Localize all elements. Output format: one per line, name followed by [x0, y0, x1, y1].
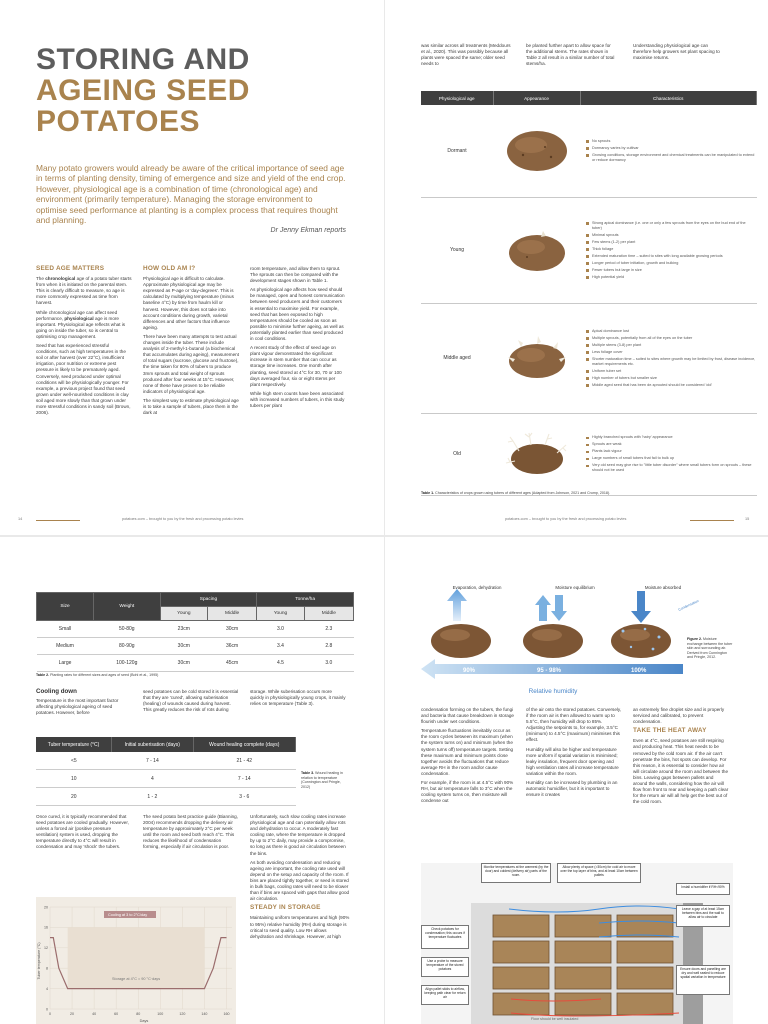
paragraph: Physiological age is difficult to calculate. Approximate physiological age may be expressed as P-age or 'day-degrees'. This is calculated by multiplying temperature (minus baseline 4°C) by time from haulm kill or harvest. However, this does not take into account conditions during growth, varietal differences and other factors that influence ageing. — [143, 276, 234, 330]
table-row — [421, 303, 757, 413]
paragraph: condensation forming on the tubers, the fungi and bacteria that cause breakdown in storage flourish under wet conditions. — [421, 707, 514, 725]
table-1-caption: Table 1. Characteristics of crops grown using tubers of different ages (Adapted from Johnson, 2021 and Crump, 2018). — [421, 491, 611, 495]
storage-bin — [617, 915, 673, 937]
age-label: Old — [421, 413, 493, 495]
table-row: <5 7 - 14 21 - 42 — [36, 752, 296, 770]
list-item: Sprouts are weak — [586, 442, 756, 447]
rh-title: Relative humidity — [528, 688, 578, 695]
paragraph: Seed that has experienced stressful conditions, such as high temperatures in the soil or after harvest (over 22°C), insufficient irrigation, poor nutrition or extreme pest pressure is likely to be prematurely aged. Conversely, seed produced under optimal conditions will be physiologically younger. For example, a previous project found that seed grown under well-nourished conditions in clay soil aged more slowly than that grown under more stressful conditions in sandy soil (Brown, 2006). — [36, 343, 131, 416]
label-condensation: Condensation — [677, 598, 700, 612]
age-label: Dormant — [421, 105, 493, 197]
label-evaporation: Evaporation, dehydration — [452, 585, 502, 590]
list-item: Multiple sprouts, potentially from all of the eyes on the tuber — [586, 336, 756, 341]
table-header: Initial suberisation (days) — [112, 737, 194, 752]
footer-text: potatoes.com – brought to you by the fresh and processing potato levies — [122, 517, 244, 521]
paragraph: Humidity will also be higher and temperature more uniform if spatial variation is minimised; leaky insulation, frequent door opening and high ventilation rates all increase temperature variation within the room. — [526, 746, 619, 776]
paragraph: While chronological age can affect seed performance, physiological age is more important. Physiological age reflects what is going on inside the tuber, so is central to optimising crop management. — [36, 309, 126, 339]
potato-middle — [523, 624, 583, 658]
annotation-cooling: Cooling at 3 to 2°C/day — [108, 913, 148, 917]
figure-2-moisture-exchange — [413, 581, 713, 711]
table-row: Small 50-80g 23cm 30cm 3.0 2.3 — [37, 621, 354, 638]
storage-bin — [555, 993, 611, 1015]
heading-seed-age: SEED AGE MATTERS — [36, 265, 105, 272]
x-tick-label: 160 — [223, 1012, 230, 1016]
list-item: Highly branched sprouts with 'hairy' appearance — [586, 435, 756, 440]
y-tick-label: 0 — [46, 1007, 48, 1012]
continued-col-2: be planted further apart to allow space for the additional stems. The rates shown in Table 2 all result in a similar number of total stems/ha. — [526, 43, 615, 67]
table-2-caption: Table 2. Planting rates for different sizes and ages of seed (Bohl et al., 1995) — [36, 673, 159, 677]
list-item: Fewer tubers but large in size — [586, 268, 756, 273]
page-17 — [385, 537, 768, 1024]
table-row: Medium 80-90g 30cm 36cm 3.4 2.8 — [37, 638, 354, 655]
list-item: Growing conditions, storage environment and chemical treatments can be manipulated to extend or reduce dormancy — [586, 153, 756, 163]
column-1 — [36, 689, 132, 719]
article-title — [36, 44, 336, 137]
table-header: Characteristics — [580, 91, 757, 105]
table-header: Wound healing complete (days) — [193, 737, 295, 752]
x-tick-label: 40 — [92, 1012, 97, 1016]
list-item: Apical dominance lost — [586, 329, 756, 334]
x-axis-label: Days — [139, 1019, 149, 1023]
list-item: Uniform tuber set — [586, 369, 756, 374]
x-tick-label: 140 — [201, 1012, 208, 1016]
list-item: High potential yield — [586, 275, 756, 280]
table-1-physiological-age — [421, 91, 757, 496]
cooling-chart — [36, 897, 236, 1024]
continued-col-3: Understanding physiological age can therefore help growers set plant spacing to maximise returns. — [633, 43, 720, 61]
callout-wall-gap: Leave a gap of at least 15cm between bins and the wall to allow air to circulate — [676, 905, 730, 927]
potato-left — [431, 624, 491, 658]
page-14 — [0, 0, 384, 535]
characteristics — [580, 303, 757, 413]
callout-humidifier: Install a humidifier if RH<90% — [676, 883, 730, 895]
x-tick-label: 100 — [157, 1012, 164, 1016]
x-tick-label: 120 — [179, 1012, 186, 1016]
table-row — [421, 105, 757, 197]
footer-text: potatoes.com – brought to you by the fresh and processing potato levies — [505, 517, 627, 521]
paragraph: Unfortunately, such slow cooling rates increase physiological age and can potentially allow rots and dehydration to occur. A moderately fast cooling rate, where the temperature is dropped by up to 2°C daily, may provide a compromise, so long as there is good air circulation between the bins. — [250, 814, 346, 856]
title-line-2: AGEING SEED — [36, 74, 250, 107]
paragraph: The simplest way to estimate physiological age is to take a sample of tubers, place them in the dark at — [143, 397, 239, 416]
table-subheader: Middle — [304, 607, 353, 621]
table-header: Size — [37, 593, 94, 621]
list-item: Shorter maturation time – suited to sites where growth may be limited by frost, disease incidence, market requirements etc. — [586, 357, 756, 367]
callout-air-space: Allow plenty of space (>30cm) for cold air to move over the top layer of bins, and at least 10cm between pallets — [557, 863, 641, 883]
paragraph: As physiological age affects how seed should be managed, open and honest communication between seed producers and their customers is essential to maximise yield. For example, seed that has been exposed to high temperatures should be cooled as soon as possible to minimise further ageing, as well as potentially planted earlier than seed produced in cool conditions. — [250, 287, 345, 342]
column-3 — [633, 707, 729, 808]
column-1-lower: Once cured, it is typically recommended that seed potatoes are cooled gradually. However, unless a forced air (positive pressure ventilation) system is used, dropping the temperature directly to 4°C will result in condensation and may 'shock' the tubers. — [36, 814, 129, 850]
paragraph: Maintaining uniform temperatures and high (90% to 95%) relative humidity (RH) during storage is critical to seed quality. Low RH allows dehydration and shrinkage. However, at high — [250, 915, 350, 939]
column-2 — [143, 266, 239, 419]
rh-100: 100% — [631, 668, 647, 674]
column-3: storage. While suberisation occurs more quickly in physiologically young crops, it mainly relies on temperature (Table 3). — [250, 689, 346, 707]
age-label: Young — [421, 197, 493, 303]
potato-middle-aged-image — [493, 303, 580, 413]
storage-bin — [493, 915, 549, 937]
table-3-wound-healing — [36, 737, 296, 806]
callout-floor: Floor should be well insulated — [531, 1017, 579, 1021]
callout-pallet-skids: Align pallet skids to airflow, keeping path clear for return air — [421, 985, 469, 1005]
characteristics — [580, 197, 757, 303]
potato-middle-highlight — [532, 629, 562, 641]
storage-bin — [493, 967, 549, 989]
column-2-lower: The seed potato best practice guide (Bianning, 2004) recommends dropping the delivery air temperature by approximately 2°C per week until the room and seed both reach 4°C. This reduces the likelihood of condensation forming, especially if air circulation is poor. — [143, 814, 238, 850]
y-tick-label: 16 — [44, 925, 48, 930]
list-item: Plants lack vigour — [586, 449, 756, 454]
heading-cooling-down: Cooling down — [36, 688, 77, 695]
column-1 — [421, 707, 517, 807]
title-line-3: POTATOES — [36, 105, 201, 138]
paragraph: Temperature is the most important factor affecting physiological ageing of seed potatoes. However, before — [36, 698, 119, 716]
evaporation-arrow — [447, 589, 467, 621]
potato-left-highlight — [440, 629, 470, 641]
storage-bin — [493, 993, 549, 1015]
list-item: Extended maturation time – suited to sites with long available growing periods — [586, 254, 756, 259]
title-line-1: STORING AND — [36, 43, 250, 76]
x-tick-label: 0 — [49, 1012, 51, 1016]
list-item: Strong apical dominance (i.e. one or only a few sprouts from the eyes on the bud end of the tuber) — [586, 221, 756, 231]
paragraph: Humidity can be increased by plumbing in an automatic humidifier, but it is important to ensure it creates — [526, 780, 618, 798]
figure-2-caption: Figure 2. Moisture exchange between the tuber skin and surrounding air. Derived from Cunnington and Pringle, 2012. — [687, 637, 733, 660]
storage-bin — [617, 941, 673, 963]
paragraph: an extremely fine droplet size and is properly serviced and calibrated, to prevent condensation. — [633, 707, 725, 725]
table-row — [421, 197, 757, 303]
storage-bin — [493, 941, 549, 963]
column-2: seed potatoes can be cold stored it is essential that they are 'cured', allowing suberisation (healing) of wounds caused during harvest. This greatly reduces the risk of rots during — [143, 689, 239, 713]
paragraph: As both avoiding condensation and reducing ageing are important, the cooling rate used will depend on the setup and capacity of the room. If bins are placed tightly together, or seed is stored in bulk bags, cooling rates will need to be slower than if bins are spaced with gaps that allow good air circulation. — [250, 859, 350, 902]
table-header: Weight — [94, 593, 161, 621]
list-item: High number of tubers but smaller size — [586, 376, 756, 381]
table-header: Tuber temperature (°C) — [36, 737, 112, 752]
table-row: Large 100-120g 30cm 45cm 4.5 3.0 — [37, 655, 354, 672]
annotation-storage: Storage at 4°C = 90 °C·days — [112, 977, 161, 981]
continued-col-1: was similar across all treatments (Meddours et al., 2020). This was possibly because all plants were spaced the same; older seed needs to — [421, 43, 511, 67]
footer-rule — [690, 520, 734, 521]
callout-condensation: Check potatoes for condensation; this occurs if temperature fluctuates — [421, 925, 469, 949]
storage-bin — [617, 993, 673, 1015]
y-tick-label: 20 — [44, 905, 48, 910]
list-item: Multiple stems (3-8) per plant — [586, 343, 756, 348]
potato-right — [611, 624, 671, 658]
paragraph: room temperature, and allow them to sprout. The sprouts can then be compared with the development stages shown in Table 1. — [250, 266, 341, 284]
list-item: Very old seed may give rise to "little tuber disorder" where small tubers form on sprouts – these should not be used — [586, 463, 756, 473]
paragraph: The chronological age of a potato tuber starts from when it is initiated on the parental stem. This is clearly difficult to measure, so age is more commonly expressed as time from harvest. — [36, 276, 132, 306]
byline: Dr Jenny Ekman reports — [270, 227, 346, 234]
storage-bin — [617, 967, 673, 989]
page-number: 14 — [18, 517, 23, 521]
age-label: Middle aged — [421, 303, 493, 413]
column-1 — [36, 266, 132, 419]
callout-probe: Use a probe to measure temperature of the stored potatoes — [421, 957, 469, 977]
storage-bin — [555, 941, 611, 963]
rh-90: 90% — [463, 668, 476, 674]
x-tick-label: 60 — [114, 1012, 119, 1016]
table-2-planting-rates — [36, 592, 354, 672]
paragraph: Temperature fluctuations inevitably occur as the room cycles between its maximum (when the system turns on) and minimum (when the system turns off) temperature targets. Setting these maximum and minimum points close together avoids the fluctuations that reduce average RH in the room and/or cause condensation. — [421, 728, 514, 776]
paragraph: Even at 4°C, seed potatoes are still respiring and producing heat. This heat needs to be removed by the cold room air. If the air can't penetrate the bins, hot spots can develop. For this reason, it is essential to consider how air will circulate around the room and between the bins. Leaving gaps between pallets and around the walls, considering how the air will flow from front to rear and keeping a path clear for the return air will all help get the best out of the cold room. — [633, 738, 729, 805]
page-number: 15 — [745, 517, 750, 521]
page-16 — [0, 537, 384, 1024]
table-header: Spacing — [160, 593, 257, 607]
paragraph: There have been many attempts to test actual changes inside the tuber. These include analysis of 2-methyl-1-butanol (a biochemical that accumulates during ageing), measurement of total sugars (sucrose, glucose and fructose), the time taken for 80% of tubers to produce 3mm sprouts and total weight of sprouts produced after four weeks at 15°C. However, none of these have proven to be reliable indicators of physiological age. — [143, 333, 240, 394]
column-2 — [526, 707, 622, 801]
y-tick-label: 4 — [46, 986, 48, 991]
characteristics — [580, 105, 757, 197]
potato-right-highlight — [620, 629, 650, 641]
column-3-lower — [250, 814, 350, 943]
list-item: Middle aged seed that has been de-sprouted should be considered 'old' — [586, 383, 756, 388]
y-tick-label: 12 — [44, 946, 48, 951]
list-item: Dormancy varies by cultivar — [586, 146, 756, 151]
characteristics — [580, 413, 757, 495]
label-equilibrium: Moisture equilibrium — [555, 585, 595, 590]
equilibrium-arrows — [535, 595, 567, 621]
table-row: 10 4 7 - 14 — [36, 770, 296, 788]
table-subheader: Young — [160, 607, 207, 621]
table-header: Appearance — [493, 91, 580, 105]
paragraph: While high stem counts have been associated with increased numbers of tubers, in this study tubers per plant — [250, 390, 345, 408]
list-item: Thick foliage — [586, 247, 756, 252]
table-subheader: Young — [257, 607, 304, 621]
list-item: Minimal sprouts — [586, 233, 756, 238]
footer-rule — [36, 520, 80, 521]
x-tick-label: 20 — [70, 1012, 75, 1016]
x-tick-label: 80 — [136, 1012, 141, 1016]
heading-take-heat-away: TAKE THE HEAT AWAY — [633, 727, 707, 735]
list-item: Longer period of tuber initiation, growth and bulking — [586, 261, 756, 266]
y-tick-label: 8 — [46, 966, 48, 971]
list-item: Few stems (1-2) per plant — [586, 240, 756, 245]
paragraph: A recent study of the effect of seed age on plant vigour demonstrated the significant increase in stem number that can occur as storage time increases. One month after planting, seed stored at 4°C for 30, 70 or 100 days averaged four, six or eight stems per plant respectively. — [250, 345, 342, 387]
list-item: No sprouts — [586, 139, 756, 144]
table-3-caption: Table 3. Wound healing in relation to temperature (Cunnington and Pringle, 2012) — [301, 771, 343, 789]
callout-doors-panelling: Ensure doors and panelling are dry and well sealed to reduce spatial variation in temperature — [676, 965, 730, 995]
paragraph: of the air onto the stored potatoes. Conversely, if the room air is then allowed to warm up to 5.5°C, then humidity will drop to 85%. Adjusting the setpoints to, for example, 3.5°C (minimum) to 4.5°C (maximum) minimises this effect. — [526, 707, 622, 743]
storage-bin — [555, 967, 611, 989]
absorbed-arrow — [631, 591, 651, 623]
callout-monitor-temperatures: Monitor temperatures at the warmest (by the door) and coldest (delivery air) parts of the room. — [481, 863, 551, 883]
heading-how-old: HOW OLD AM I? — [143, 265, 196, 272]
table-subheader: Middle — [207, 607, 256, 621]
heading-steady-in-storage: STEADY IN STORAGE — [250, 904, 321, 912]
paragraph: For example, if the room is at 4.5°C with 90% RH, but air temperature falls to 3°C when the cooling system turns on, then moisture will condense out — [421, 780, 514, 804]
storage-room-diagram — [421, 863, 733, 1024]
list-item: Less foliage cover — [586, 350, 756, 355]
table-row: 20 1 - 2 3 - 6 — [36, 788, 296, 806]
page-15 — [385, 0, 768, 535]
rh-95-98: 95 - 98% — [537, 668, 562, 674]
table-header: Tonne/ha — [257, 593, 354, 607]
article-intro: Many potato growers would already be aware of the critical importance of seed age in terms of planting density, timing of emergence and size and yield of the end crop. However, physiological age is a combination of time (chronological age) and environment (primarily temperature). Managing the storage environment to optimise seed performance at planting is a complex process that requires thought and planning. — [36, 163, 346, 226]
column-3 — [250, 266, 346, 412]
potato-young-image — [493, 197, 580, 303]
y-axis-label: Tuber temperature (°C) — [37, 942, 41, 980]
potato-old-image — [493, 413, 580, 495]
list-item: Large numbers of small tubers that fail to bulk up — [586, 456, 756, 461]
table-row — [421, 413, 757, 495]
potato-dormant-image — [493, 105, 580, 197]
storage-bin — [555, 915, 611, 937]
label-absorbed: Moisture absorbed — [644, 585, 682, 590]
table-header: Physiological age — [421, 91, 493, 105]
